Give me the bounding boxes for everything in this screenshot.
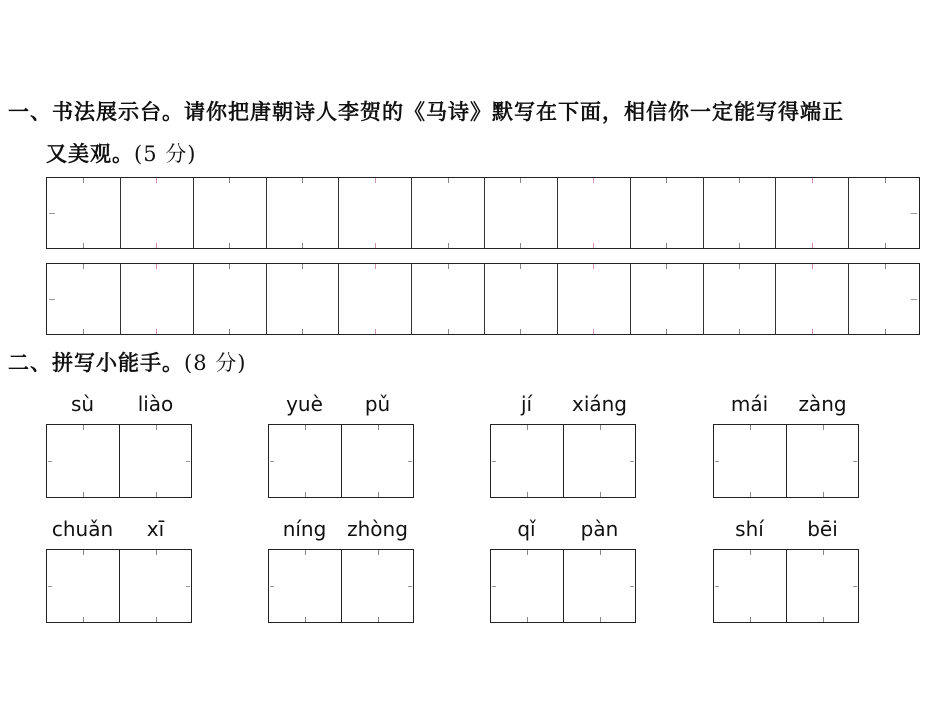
box-guide-tick xyxy=(527,425,528,430)
pinyin-syllable-1: jí xyxy=(520,392,533,416)
grid-guide-tick xyxy=(812,178,813,183)
question-2-prompt xyxy=(8,347,246,377)
box-guide-tick xyxy=(853,461,857,462)
pinyin-word-item xyxy=(268,517,414,642)
grid-guide-tick xyxy=(156,178,157,183)
box-guide-tick xyxy=(378,617,379,622)
grid-guide-tick xyxy=(739,243,740,248)
grid-guide-tick xyxy=(885,178,886,183)
box-divider xyxy=(341,425,342,497)
grid-cell-divider xyxy=(775,178,776,248)
grid-guide-tick xyxy=(812,264,813,269)
pinyin-syllable-1: chuǎn xyxy=(51,517,114,541)
box-guide-tick xyxy=(600,425,601,430)
writing-grid-row-1[interactable] xyxy=(46,177,920,249)
pinyin-syllable-2: pàn xyxy=(580,517,619,541)
box-guide-tick xyxy=(156,425,157,430)
grid-guide-tick xyxy=(156,329,157,334)
character-writing-box[interactable] xyxy=(490,549,636,623)
grid-cell-divider xyxy=(193,264,194,334)
box-guide-tick xyxy=(83,617,84,622)
grid-guide-tick xyxy=(739,264,740,269)
grid-guide-tick xyxy=(666,243,667,248)
box-guide-tick xyxy=(823,425,824,430)
character-writing-box[interactable] xyxy=(268,424,414,498)
box-divider xyxy=(119,550,120,622)
grid-guide-tick xyxy=(375,264,376,269)
grid-guide-tick xyxy=(83,264,84,269)
question-2-title: 拼写小能手。 xyxy=(52,351,184,375)
grid-guide-tick xyxy=(229,178,230,183)
box-guide-tick xyxy=(527,492,528,497)
character-writing-box[interactable] xyxy=(46,424,192,498)
grid-guide-tick xyxy=(49,299,55,300)
box-divider xyxy=(119,425,120,497)
grid-guide-tick xyxy=(739,329,740,334)
box-guide-tick xyxy=(48,586,52,587)
pinyin-word-item xyxy=(490,392,636,517)
box-guide-tick xyxy=(853,586,857,587)
grid-cell-divider xyxy=(557,178,558,248)
pinyin-syllable-2: xiáng xyxy=(571,392,628,416)
character-writing-box[interactable] xyxy=(490,424,636,498)
box-guide-tick xyxy=(156,492,157,497)
box-guide-tick xyxy=(823,617,824,622)
question-1-text-line1: 书法展示台。请你把唐朝诗人李贺的《马诗》默写在下面，相信你一定能写得端正 xyxy=(52,100,844,124)
box-guide-tick xyxy=(630,461,634,462)
box-guide-tick xyxy=(270,461,274,462)
question-2-number: 二、 xyxy=(8,351,52,375)
pinyin-word-item xyxy=(490,517,636,642)
character-writing-box[interactable] xyxy=(713,424,859,498)
grid-cell-divider xyxy=(630,264,631,334)
pinyin-word-item xyxy=(713,517,859,642)
pinyin-syllable-1: sù xyxy=(70,392,95,416)
pinyin-word-item xyxy=(713,392,859,517)
grid-cell-divider xyxy=(703,264,704,334)
grid-guide-tick xyxy=(83,178,84,183)
grid-guide-tick xyxy=(83,243,84,248)
question-1-number: 一、 xyxy=(8,100,52,124)
pinyin-syllable-2: xī xyxy=(146,517,165,541)
pinyin-syllable-2: zàng xyxy=(798,392,847,416)
pinyin-syllable-2: zhòng xyxy=(347,517,408,541)
pinyin-word-item xyxy=(46,392,192,517)
box-guide-tick xyxy=(492,586,496,587)
box-guide-tick xyxy=(750,425,751,430)
grid-cell-divider xyxy=(775,264,776,334)
question-2-score: (8 分) xyxy=(184,351,247,375)
grid-guide-tick xyxy=(448,329,449,334)
pinyin-syllable-1: qǐ xyxy=(517,517,536,541)
grid-guide-tick xyxy=(83,329,84,334)
grid-guide-tick xyxy=(229,264,230,269)
grid-guide-tick xyxy=(229,329,230,334)
grid-guide-tick xyxy=(593,329,594,334)
box-divider xyxy=(563,550,564,622)
pinyin-syllable-2: pǔ xyxy=(364,392,391,416)
grid-cell-divider xyxy=(557,264,558,334)
box-guide-tick xyxy=(156,550,157,555)
character-writing-box[interactable] xyxy=(268,549,414,623)
box-guide-tick xyxy=(83,492,84,497)
grid-cell-divider xyxy=(411,264,412,334)
box-guide-tick xyxy=(83,425,84,430)
grid-guide-tick xyxy=(520,178,521,183)
box-guide-tick xyxy=(378,425,379,430)
grid-cell-divider xyxy=(120,264,121,334)
grid-cell-divider xyxy=(338,264,339,334)
box-guide-tick xyxy=(186,461,190,462)
grid-cell-divider xyxy=(411,178,412,248)
box-guide-tick xyxy=(378,550,379,555)
question-1-text-line2: 又美观。 xyxy=(46,142,134,166)
pinyin-word-item xyxy=(46,517,192,642)
grid-guide-tick xyxy=(885,243,886,248)
box-guide-tick xyxy=(408,461,412,462)
box-guide-tick xyxy=(83,550,84,555)
grid-guide-tick xyxy=(302,178,303,183)
pinyin-syllable-1: mái xyxy=(730,392,769,416)
box-guide-tick xyxy=(600,550,601,555)
grid-guide-tick xyxy=(593,264,594,269)
grid-guide-tick xyxy=(156,243,157,248)
box-guide-tick xyxy=(378,492,379,497)
grid-cell-divider xyxy=(266,178,267,248)
grid-guide-tick xyxy=(156,264,157,269)
question-1-score: (5 分) xyxy=(134,142,197,166)
grid-guide-tick xyxy=(593,178,594,183)
pinyin-syllable-1: yuè xyxy=(286,392,323,416)
box-guide-tick xyxy=(408,586,412,587)
box-guide-tick xyxy=(492,461,496,462)
grid-guide-tick xyxy=(448,178,449,183)
writing-grid-row-2[interactable] xyxy=(46,263,920,335)
grid-cell-divider xyxy=(338,178,339,248)
grid-guide-tick xyxy=(375,243,376,248)
box-guide-tick xyxy=(305,550,306,555)
grid-cell-divider xyxy=(484,178,485,248)
grid-guide-tick xyxy=(302,264,303,269)
grid-guide-tick xyxy=(448,243,449,248)
grid-guide-tick xyxy=(520,264,521,269)
box-guide-tick xyxy=(600,617,601,622)
pinyin-syllable-2: liào xyxy=(137,392,174,416)
box-guide-tick xyxy=(600,492,601,497)
pinyin-syllable-1: shí xyxy=(735,517,764,541)
grid-guide-tick xyxy=(229,243,230,248)
grid-guide-tick xyxy=(302,329,303,334)
grid-guide-tick xyxy=(520,243,521,248)
box-guide-tick xyxy=(823,550,824,555)
grid-guide-tick xyxy=(593,243,594,248)
box-guide-tick xyxy=(186,586,190,587)
box-divider xyxy=(341,550,342,622)
grid-guide-tick xyxy=(812,329,813,334)
grid-guide-tick xyxy=(666,264,667,269)
box-guide-tick xyxy=(750,492,751,497)
pinyin-word-item xyxy=(268,392,414,517)
grid-guide-tick xyxy=(885,329,886,334)
grid-cell-divider xyxy=(484,264,485,334)
box-guide-tick xyxy=(305,617,306,622)
character-writing-box[interactable] xyxy=(713,549,859,623)
grid-cell-divider xyxy=(193,178,194,248)
grid-guide-tick xyxy=(49,213,55,214)
grid-cell-divider xyxy=(120,178,121,248)
box-guide-tick xyxy=(715,461,719,462)
grid-guide-tick xyxy=(739,178,740,183)
box-guide-tick xyxy=(750,550,751,555)
grid-cell-divider xyxy=(703,178,704,248)
grid-guide-tick xyxy=(911,213,917,214)
box-guide-tick xyxy=(750,617,751,622)
character-writing-box[interactable] xyxy=(46,549,192,623)
grid-guide-tick xyxy=(375,178,376,183)
grid-guide-tick xyxy=(812,243,813,248)
box-divider xyxy=(786,425,787,497)
grid-cell-divider xyxy=(266,264,267,334)
grid-guide-tick xyxy=(911,299,917,300)
grid-guide-tick xyxy=(302,243,303,248)
box-divider xyxy=(786,550,787,622)
box-guide-tick xyxy=(305,492,306,497)
grid-cell-divider xyxy=(630,178,631,248)
grid-guide-tick xyxy=(666,178,667,183)
grid-guide-tick xyxy=(666,329,667,334)
box-guide-tick xyxy=(156,617,157,622)
box-guide-tick xyxy=(48,461,52,462)
question-1-prompt xyxy=(8,96,844,126)
grid-guide-tick xyxy=(448,264,449,269)
pinyin-syllable-2: bēi xyxy=(807,517,838,541)
box-guide-tick xyxy=(630,586,634,587)
grid-guide-tick xyxy=(375,329,376,334)
grid-guide-tick xyxy=(885,264,886,269)
grid-cell-divider xyxy=(848,264,849,334)
pinyin-syllable-1: níng xyxy=(282,517,327,541)
box-guide-tick xyxy=(527,550,528,555)
question-1-prompt-continued xyxy=(46,138,196,168)
box-guide-tick xyxy=(305,425,306,430)
box-divider xyxy=(563,425,564,497)
box-guide-tick xyxy=(823,492,824,497)
box-guide-tick xyxy=(270,586,274,587)
grid-guide-tick xyxy=(520,329,521,334)
box-guide-tick xyxy=(527,617,528,622)
grid-cell-divider xyxy=(848,178,849,248)
box-guide-tick xyxy=(715,586,719,587)
